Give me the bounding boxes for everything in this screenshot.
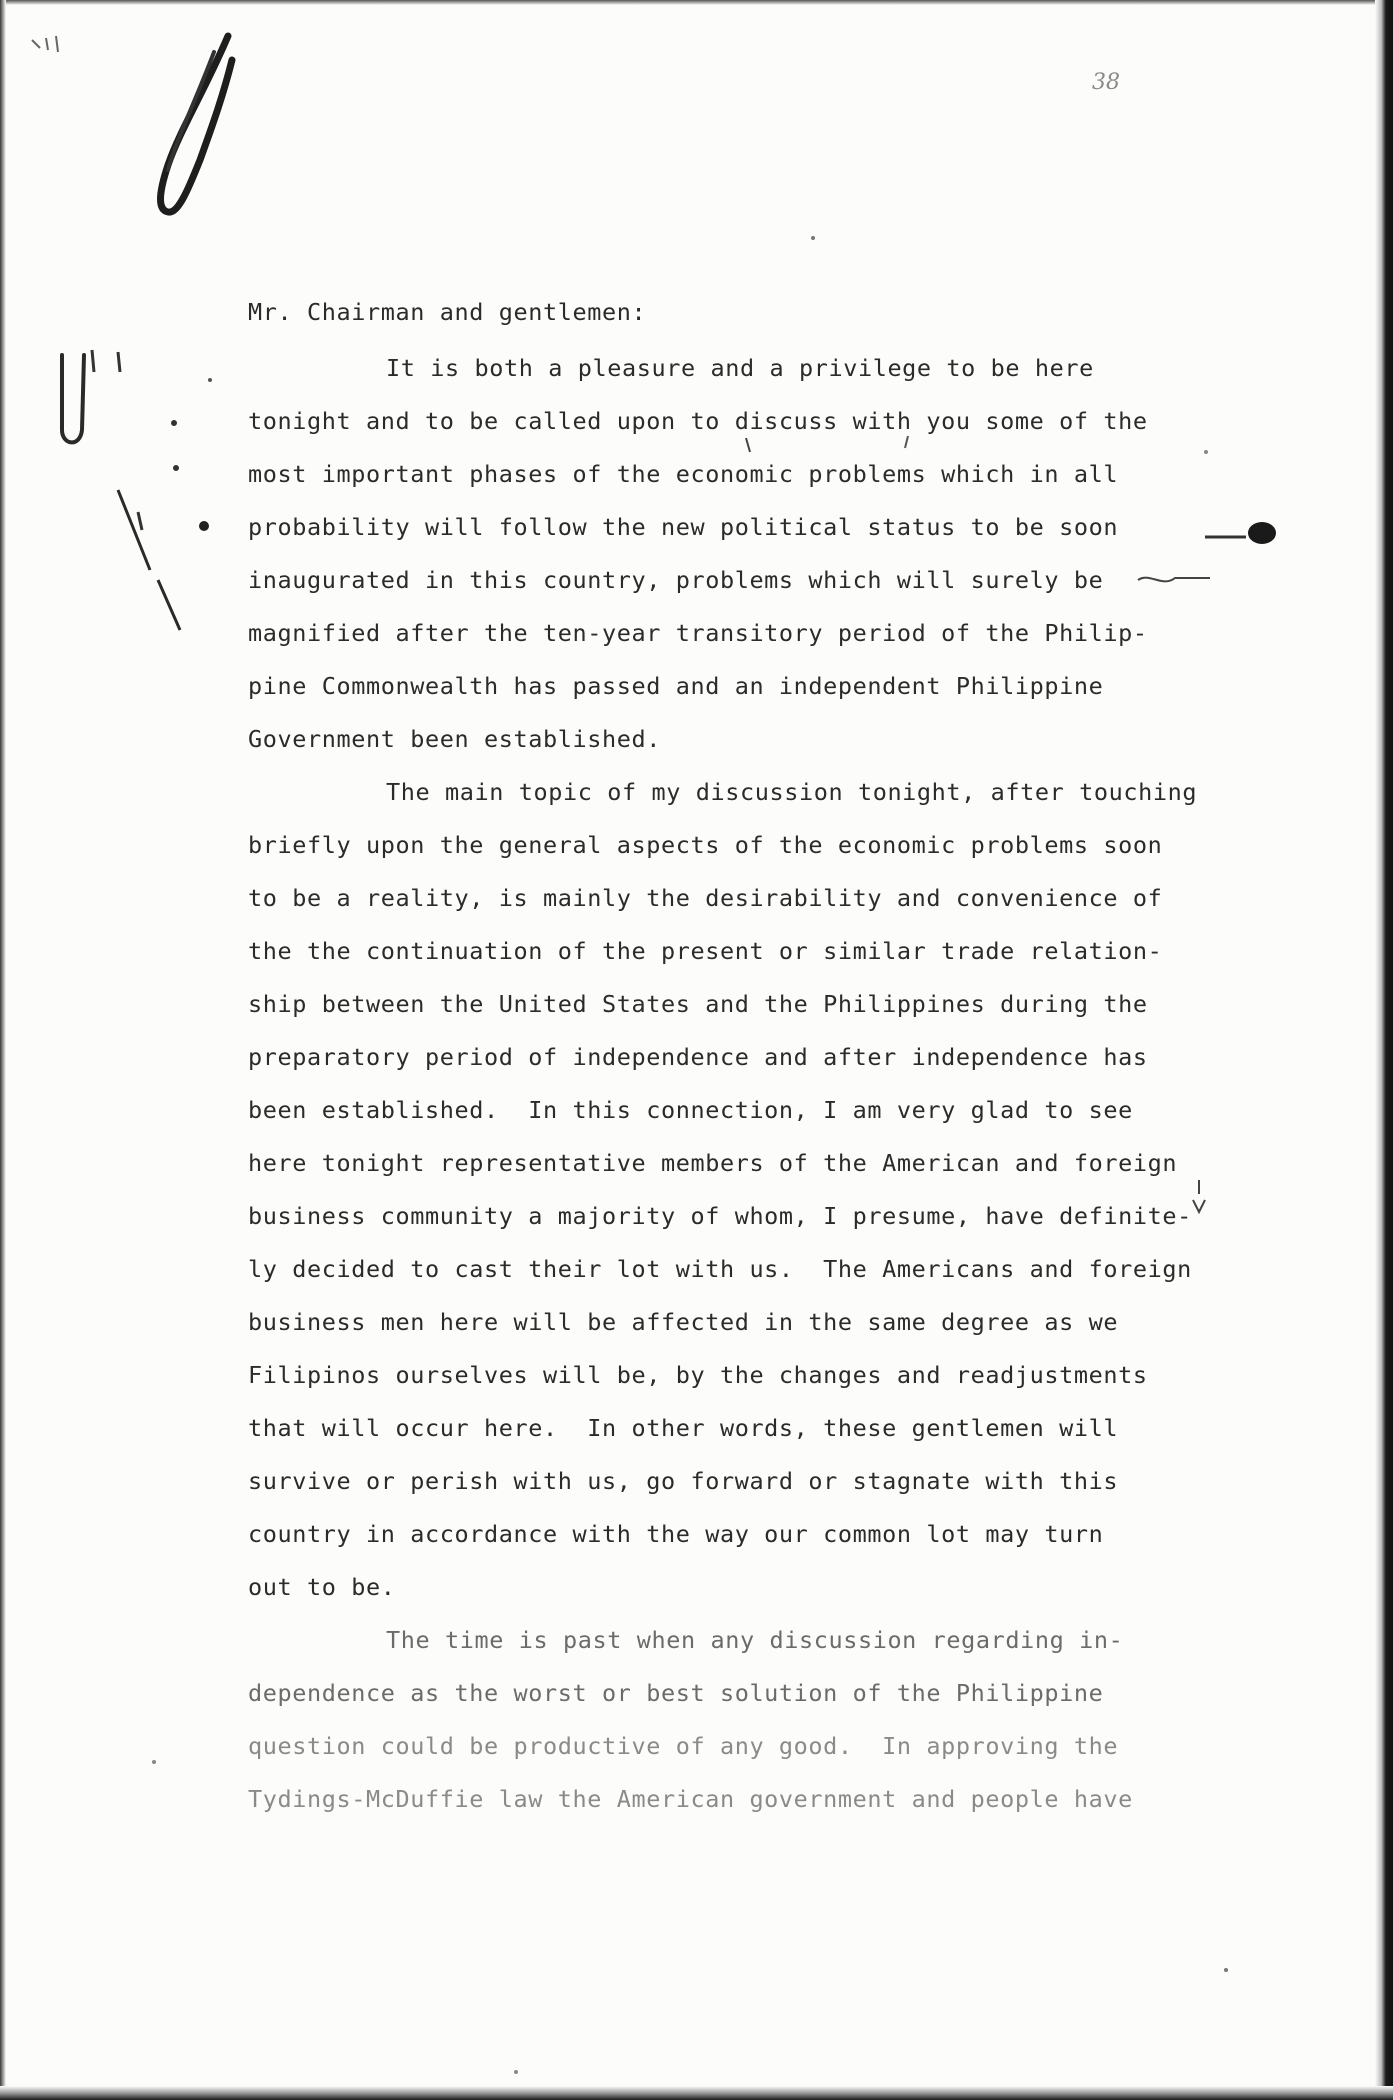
- paper-clip-mark: [161, 36, 233, 212]
- paragraph-2: [248, 766, 1278, 1614]
- text-line: magnified after the ten-year transitory period of the Philip-: [248, 619, 1148, 647]
- letter-body: [248, 290, 1278, 1826]
- text-line: business community a majority of whom, I presume, have definite-: [248, 1202, 1192, 1230]
- text-line: out to be.: [248, 1573, 396, 1601]
- text-line: here tonight representative members of the American and foreign: [248, 1149, 1178, 1177]
- text-line: The main topic of my discussion tonight, after touching: [386, 778, 1198, 806]
- text-line: ly decided to cast their lot with us. The Americans and foreign: [248, 1255, 1192, 1283]
- text-line: tonight and to be called upon to discuss with you some of the: [248, 407, 1148, 435]
- text-line: that will occur here. In other words, these gentlemen will: [248, 1414, 1119, 1442]
- text-line: been established. In this connection, I am very glad to see: [248, 1096, 1133, 1124]
- text-line: inaugurated in this country, problems which will surely be: [248, 566, 1104, 594]
- text-line: the the continuation of the present or similar trade relation-: [248, 937, 1163, 965]
- text-line: pine Commonwealth has passed and an independent Philippine: [248, 672, 1104, 700]
- salutation: Mr. Chairman and gentlemen:: [248, 298, 647, 326]
- text-line: Filipinos ourselves will be, by the changes and readjustments: [248, 1361, 1148, 1389]
- text-line: Government been established.: [248, 725, 661, 753]
- text-line: business men here will be affected in the same degree as we: [248, 1308, 1119, 1336]
- text-line: probability will follow the new political status to be soon: [248, 513, 1119, 541]
- text-line: It is both a pleasure and a privilege to be here: [386, 354, 1094, 382]
- paragraph-3: [248, 1614, 1278, 1826]
- page-number: 38: [1092, 70, 1120, 95]
- text-line: ship between the United States and the Philippines during the: [248, 990, 1148, 1018]
- text-line: survive or perish with us, go forward or stagnate with this: [248, 1467, 1119, 1495]
- text-line: preparatory period of independence and after independence has: [248, 1043, 1148, 1071]
- paragraph-1: [248, 342, 1278, 766]
- staple-mark: [62, 355, 84, 442]
- text-line: to be a reality, is mainly the desirability and convenience of: [248, 884, 1163, 912]
- text-line: briefly upon the general aspects of the economic problems soon: [248, 831, 1163, 859]
- text-line: country in accordance with the way our common lot may turn: [248, 1520, 1104, 1548]
- text-line: dependence as the worst or best solution of the Philippine: [248, 1679, 1104, 1707]
- text-line: Tydings-McDuffie law the American government and people have: [248, 1785, 1133, 1813]
- text-line: The time is past when any discussion regarding in-: [386, 1626, 1124, 1654]
- text-line: question could be productive of any good. In approving the: [248, 1732, 1119, 1760]
- text-line: most important phases of the economic problems which in all: [248, 460, 1119, 488]
